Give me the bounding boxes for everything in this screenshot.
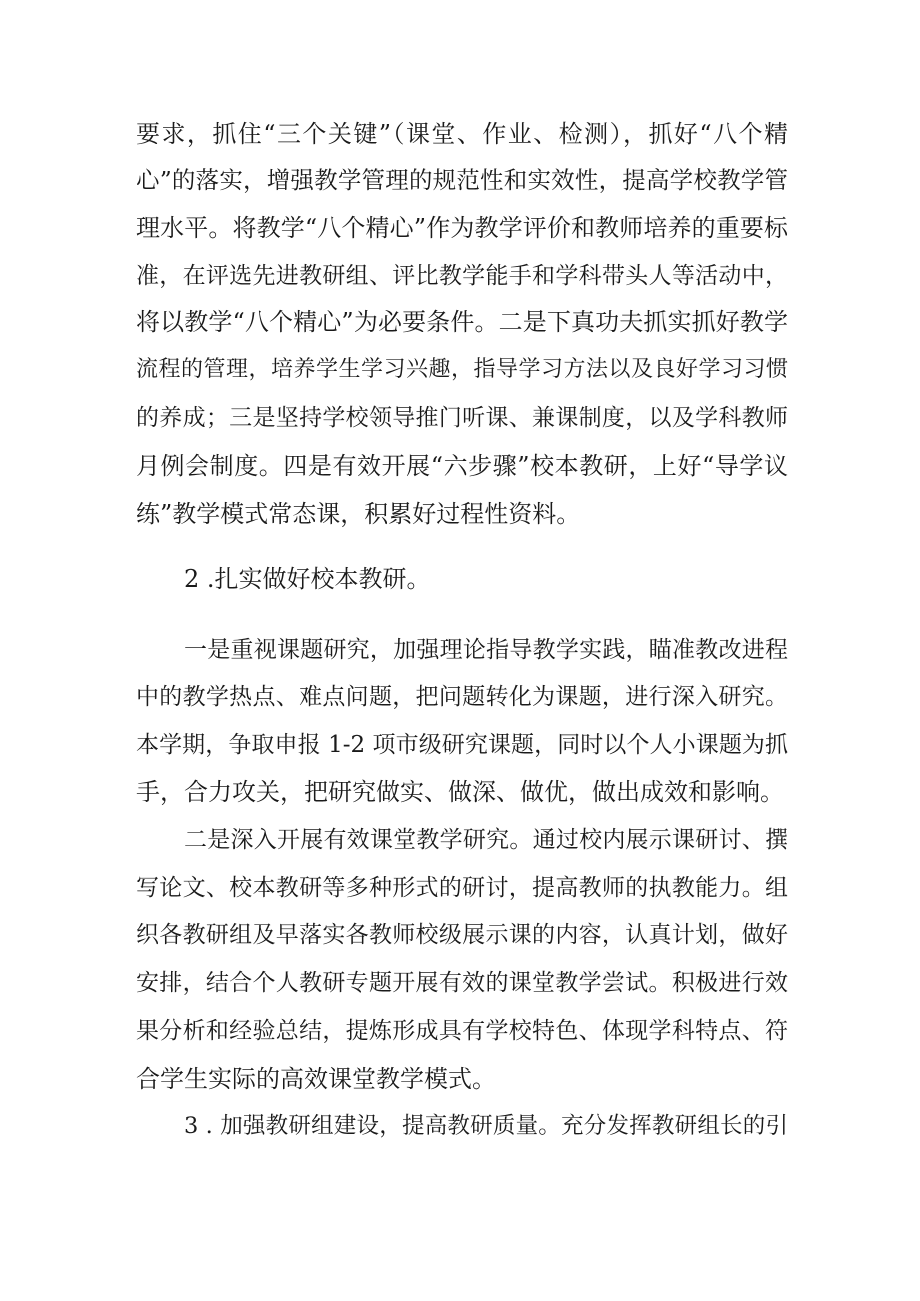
text-line: 月例会制度。四是有效开展“六步骤”校本教研，上好“导学议 bbox=[136, 452, 788, 480]
text-line: 要求，抓住“三个关键”（课堂、作业、检测），抓好“八个精 bbox=[136, 120, 788, 148]
text-line: 心”的落实，增强教学管理的规范性和实效性，提高学校教学管 bbox=[136, 166, 788, 194]
text-line: 果分析和经验总结，提炼形成具有学校特色、体现学科特点、符 bbox=[136, 1018, 788, 1044]
section-heading: 2 .扎实做好校本教研。 bbox=[184, 565, 431, 593]
text-line: 将以教学“八个精心”为必要条件。二是下真功夫抓实抓好教学 bbox=[136, 308, 788, 336]
text-line: 练”教学模式常态课，积累好过程性资料。 bbox=[136, 500, 581, 528]
text-line: 理水平。将教学“八个精心”作为教学评价和教师培养的重要标 bbox=[136, 214, 788, 242]
text-line: 本学期，争取申报 1-2 项市级研究课题，同时以个人小课题为抓 bbox=[136, 732, 788, 758]
text-line: 织各教研组及早落实各教师校级展示课的内容，认真计划，做好 bbox=[136, 922, 788, 948]
text-line: 准，在评选先进教研组、评比教学能手和学科带头人等活动中， bbox=[136, 263, 788, 289]
text-line: 二是深入开展有效课堂教学研究。通过校内展示课研讨、撰 bbox=[184, 827, 788, 853]
text-line: 流程的管理，培养学生学习兴趣，指导学习方法以及良好学习习惯 bbox=[136, 357, 788, 382]
text-line: 3 . 加强教研组建设，提高教研质量。充分发挥教研组长的引 bbox=[184, 1113, 788, 1139]
text-line: 手，合力攻关，把研究做实、做深、做优，做出成效和影响。 bbox=[136, 778, 784, 806]
text-line: 安排，结合个人教研专题开展有效的课堂教学尝试。积极进行效 bbox=[136, 970, 788, 996]
text-line: 中的教学热点、难点问题，把问题转化为课题，进行深入研究。 bbox=[136, 684, 788, 710]
text-line: 的养成；三是坚持学校领导推门听课、兼课制度，以及学科教师 bbox=[136, 405, 788, 431]
text-line: 合学生实际的高效课堂教学模式。 bbox=[136, 1065, 496, 1093]
text-line: 一是重视课题研究，加强理论指导教学实践，瞄准教改进程 bbox=[184, 637, 788, 663]
text-line: 写论文、校本教研等多种形式的研讨，提高教师的执教能力。组 bbox=[136, 875, 788, 901]
